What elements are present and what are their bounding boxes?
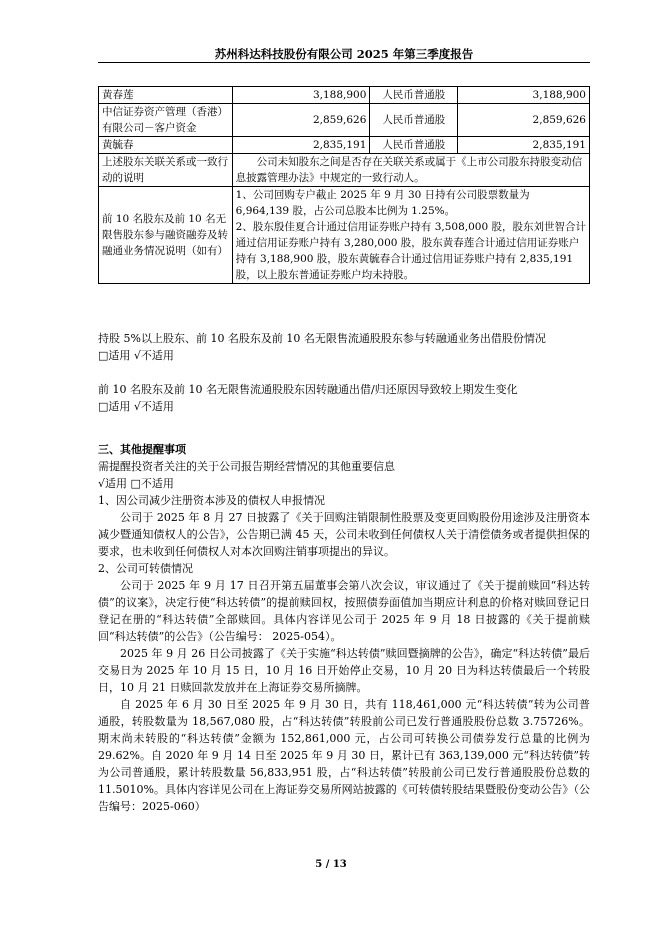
holder-name: 黄毓春 — [99, 137, 233, 154]
shareholders-table — [98, 86, 590, 284]
section-heading: 三、其他提醒事项 — [98, 443, 186, 456]
creditor-claims-text: 公司于 2025 年 8 月 27 日披露了《关于回购注销限制性股票及变更回购股份用途涉及注册资本减少暨通知债权人的公告》，公告期已满 45 天，公司未收到任何债权人关于清偿债务或者提供担保的要求，也未收到任何债权人对本次回购注销事项提出的异议。 — [98, 511, 590, 558]
share-type: 人民币普通股 — [370, 137, 458, 154]
share-count: 3,188,900 — [458, 87, 590, 104]
report-header: 苏州科达科技股份有限公司 2025 年第三季度报告 — [214, 47, 474, 61]
lending-change-title: 前 10 名股东及前 10 名无限售流通股股东因转融通出借/归还原因导致较上期发生变化 — [98, 383, 518, 396]
holder-shares: 3,188,900 — [232, 87, 370, 104]
margin-trading-point-1: 1、公司回购专户截止 2025 年 9 月 30 日持有公司股票数量为 6,964,139 股，占公司总股本比例为 1.25%。 — [235, 189, 530, 217]
convertible-bond-paragraph: 自 2025 年 6 月 30 日至 2025 年 9 月 30 日，共有 118,461,000 元“科达转债”转为公司普通股，转股数量为 18,567,080 股，占“科达转债”转股前公司已发行普通股股份总数 3.75726%。期末尚未转股的“科达转债”金额为 152,861,000 元，占公司可转换公司债券发行总量的比例为 29.62%。自 2020 年 9 月 14 日至 2025 年 9 月 30 日，累计已有 363,139,000 元“科达转债”转为公司普通股，累计转股数量 56,833,951 股，占“科达转债”转股前公司已发行普通股股份总数的 11.5010%。具体内容详见公司在上海证券交易所网站披露的《可转债转股结果暨股份变动公告》（公告编号：2025-060） — [98, 698, 590, 813]
share-count: 2,859,626 — [458, 104, 590, 137]
holder-name: 中信证券资产管理（香港）有限公司－客户资金 — [99, 104, 233, 137]
lending-change-option: □适用 √不适用 — [98, 400, 174, 413]
margin-trading-text — [232, 187, 589, 284]
holder-shares: 2,835,191 — [232, 137, 370, 154]
share-type: 人民币普通股 — [370, 104, 458, 137]
page-number: 5 / 13 — [315, 859, 347, 870]
header-divider — [98, 62, 590, 63]
lending-title: 持股 5%以上股东、前 10 名股东及前 10 名无限售流通股股东参与转融通业务出借股份情况 — [98, 332, 546, 345]
margin-trading-point-2: 2、股东殷佳夏合计通过信用证券账户持有 3,508,000 股，股东刘世智合计通过信用证券账户持有 3,280,000 股，股东黄春莲合计通过信用证券账户持有 3,188,900 股，股东黄毓春合计通过信用证券账户持有 2,835,191 股，以上股东普通证券账户均未持股。 — [235, 221, 586, 281]
holder-shares: 2,859,626 — [232, 104, 370, 137]
holder-name: 黄春莲 — [99, 87, 233, 104]
other-reminders-section — [98, 441, 590, 815]
lending-option: □适用 √不适用 — [98, 349, 174, 362]
share-type: 人民币普通股 — [370, 87, 458, 104]
table-row — [99, 137, 590, 154]
table-row — [99, 154, 590, 187]
margin-trading-label: 前 10 名股东及前 10 名无限售股东参与融资融券及转融通业务情况说明（如有） — [99, 187, 233, 284]
lending-section — [98, 330, 590, 364]
table-row — [99, 87, 590, 104]
related-party-text: 公司未知股东之间是否存在关联关系或属于《上市公司股东持股变动信息披露管理办法》中规定的一致行动人。 — [232, 154, 589, 187]
table-row — [99, 104, 590, 137]
share-count: 2,835,191 — [458, 137, 590, 154]
convertible-bond-paragraph: 公司于 2025 年 9 月 17 日召开第五届董事会第八次会议，审议通过了《关于提前赎回“科达转债”的议案》，决定行使“科达转债”的提前赎回权，按照债券面值加当期应计利息的价格对赎回登记日登记在册的“科达转债”全部赎回。具体内容详见公司于 2025 年 9 月 18 日披露的《关于提前赎回“科达转债”的公告》（公告编号： 2025-054）。 — [98, 579, 590, 643]
reminders-option: √适用 □不适用 — [98, 477, 174, 490]
convertible-bond-paragraph: 2025 年 9 月 26 日公司披露了《关于实施“科达转债”赎回暨摘牌的公告》，确定“科达转债”最后交易日为 2025 年 10 月 15 日，10 月 16 日开始停止交易，10 月 20 日为科达转债最后一个转股日，10 月 21 日赎回款发放并在上海证券交易所摘牌。 — [98, 647, 590, 694]
creditor-claims-title: 1、因公司减少注册资本涉及的债权人申报情况 — [98, 494, 325, 507]
lending-change-section — [98, 381, 590, 415]
convertible-bond-title: 2、公司可转债情况 — [98, 562, 193, 575]
reminders-intro: 需提醒投资者关注的关于公司报告期经营情况的其他重要信息 — [98, 460, 395, 473]
related-party-label: 上述股东关联关系或一致行动的说明 — [99, 154, 233, 187]
table-row — [99, 187, 590, 284]
